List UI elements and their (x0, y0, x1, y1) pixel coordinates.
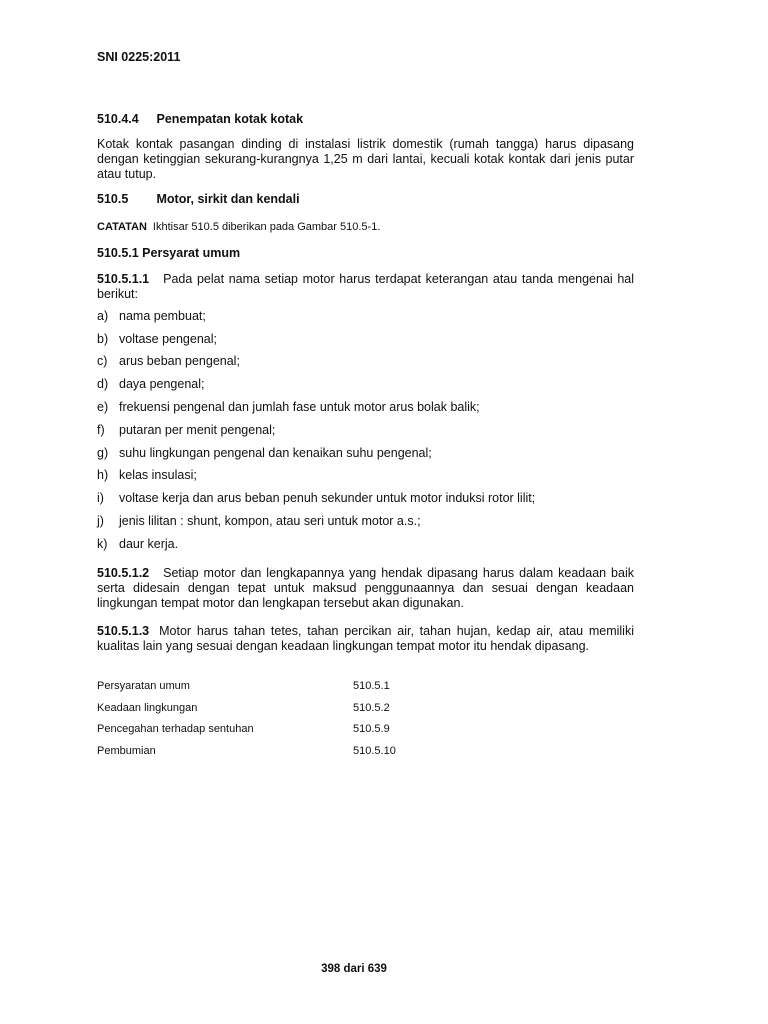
paragraph-510-5-1-2 (97, 566, 634, 611)
list-item (97, 373, 634, 396)
list-item-text: voltase kerja dan arus beban penuh sekunder untuk motor induksi rotor lilit; (119, 491, 536, 506)
list-item (97, 396, 634, 419)
section-number: 510.4.4 (97, 112, 139, 126)
paragraph-text: Pada pelat nama setiap motor harus terdapat keterangan atau tanda mengenai hal berikut: (97, 272, 634, 301)
list-item-text: voltase pengenal; (119, 331, 217, 346)
list-marker: c) (97, 354, 108, 369)
paragraph-510-5-1-1 (97, 272, 634, 302)
page-number: 398 dari 639 (321, 963, 387, 975)
list-item (97, 419, 634, 442)
list-item (97, 533, 634, 556)
list-item (97, 351, 634, 374)
list-item-text: frekuensi pengenal dan jumlah fase untuk motor arus bolak balik; (119, 400, 480, 415)
list-item-text: nama pembuat; (119, 308, 206, 323)
note-text: Ikhtisar 510.5 diberikan pada Gambar 510.5-1. (152, 221, 381, 233)
reference-clause: 510.5.1 (353, 680, 390, 693)
paragraph-text: Motor harus tahan tetes, tahan percikan air, tahan hujan, kedap air, atau memiliki kualitas lain yang sesuai dengan keadaan lingkungan tempat motor itu hendak dipasang. (97, 623, 634, 653)
paragraph-text: Setiap motor dan lengkapannya yang hendak dipasang harus dalam keadaan baik serta didesain dengan tepat untuk maksud penggunaannya dan sesuai dengan keadaan lingkungan tempat motor dan lengkapan tersebut akan digunakan. (97, 565, 634, 610)
list-item (97, 442, 634, 465)
reference-name: Pembumian (97, 744, 156, 757)
reference-clause: 510.5.9 (353, 723, 390, 736)
list-item-text: arus beban pengenal; (119, 354, 240, 369)
reference-name: Pencegahan terhadap sentuhan (97, 723, 254, 736)
note-label: CATATAN (97, 221, 147, 233)
list-item-text: putaran per menit pengenal; (119, 422, 276, 437)
list-marker: h) (97, 468, 109, 483)
list-item-text: daur kerja. (119, 536, 179, 551)
list-item (97, 465, 634, 488)
list-item (97, 305, 634, 328)
section-heading-510-4-4 (97, 112, 634, 127)
paragraph-number: 510.5.1.3 (97, 623, 150, 638)
list-marker: i) (97, 491, 104, 506)
list-item-text: kelas insulasi; (119, 468, 197, 483)
nameplate-requirements-list (97, 305, 634, 556)
overview-reference-table (97, 676, 634, 762)
section-title: Penempatan kotak kotak (156, 112, 304, 126)
list-marker: j) (97, 514, 104, 529)
note (97, 220, 634, 235)
reference-clause: 510.5.2 (353, 701, 390, 714)
list-item-text: suhu lingkungan pengenal dan kenaikan suhu pengenal; (119, 445, 432, 460)
list-marker: g) (97, 445, 109, 460)
list-marker: f) (97, 422, 105, 437)
list-item (97, 510, 634, 533)
list-item (97, 487, 634, 510)
reference-name: Persyaratan umum (97, 680, 190, 693)
section-heading-510-5-1: 510.5.1 Persyarat umum (97, 246, 241, 260)
standard-code: SNI 0225:2011 (97, 50, 181, 64)
section-number: 510.5 (97, 192, 129, 206)
section-body-510-4-4: Kotak kontak pasangan dinding di instalasi listrik domestik (rumah tangga) harus dipasang dengan ketinggian sekurang-kurangnya 1,25 m dari lantai, kecuali kotak kontak dari jenis putar atau tutup. (97, 137, 634, 181)
list-marker: a) (97, 308, 109, 323)
section-heading-510-5 (97, 192, 634, 207)
paragraph-510-5-1-3 (97, 624, 634, 654)
table-row (97, 676, 634, 698)
list-marker: d) (97, 377, 109, 392)
paragraph-number: 510.5.1.1 (97, 272, 150, 286)
table-row (97, 719, 634, 741)
section-title: Motor, sirkit dan kendali (156, 192, 300, 206)
reference-name: Keadaan lingkungan (97, 701, 198, 714)
list-item-text: jenis lilitan : shunt, kompon, atau seri untuk motor a.s.; (119, 514, 421, 529)
list-item (97, 328, 634, 351)
list-marker: e) (97, 400, 109, 415)
list-marker: b) (97, 331, 109, 346)
page-content (97, 112, 634, 762)
table-row (97, 697, 634, 719)
reference-clause: 510.5.10 (353, 744, 396, 757)
table-row (97, 740, 634, 762)
list-item-text: daya pengenal; (119, 377, 205, 392)
list-marker: k) (97, 536, 108, 551)
paragraph-number: 510.5.1.2 (97, 565, 150, 580)
